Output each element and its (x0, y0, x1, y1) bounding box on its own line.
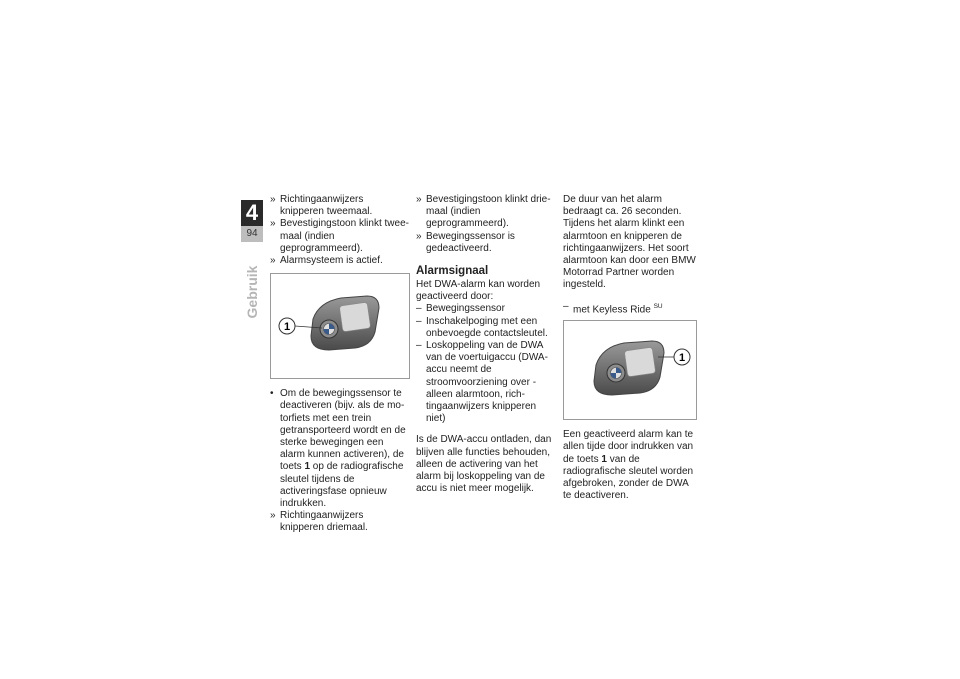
section-label (238, 252, 266, 332)
dash-item: – Inschakelpoging met een onbevoegde contactsleutel. (416, 315, 548, 339)
callout-label: 1 (678, 352, 686, 365)
chapter-number: 4 (241, 200, 263, 226)
list-item: » Alarmsysteem is actief. (270, 255, 383, 267)
key-fob-illustration (271, 274, 409, 378)
body-paragraph: Een geactiveerd alarm kan te allen tijde door indrukken van de toets 1 van de radiografische sleutel worden afgebroken, zonder de DWA te deactiveren. (563, 429, 694, 502)
option-superscript: SU (653, 302, 663, 310)
section-label-text: Gebruik (244, 265, 260, 319)
list-item: » Bevestigingstoon klinkt tweemaal (indien geprogrammeerd). (270, 218, 409, 254)
list-item: » Richtingaanwijzers knipperen tweemaal. (270, 194, 373, 218)
column-1 (270, 194, 410, 535)
column-2 (416, 194, 554, 495)
dash-item: – Bewegingssensor (416, 303, 505, 315)
bullet-item: • Om de bewegingssensor te deactiveren (bijv. als de motorfiets met een trein getransporteerd wordt en de sterke bewegingen een alarm kunnen activeren), de toets 1 op de radiografische sleutel tijdens de activeringsfase opnieuw indrukken. (270, 388, 406, 510)
section-heading: Alarmsignaal (416, 265, 489, 278)
dash-item: – met Keyless Ride $^{SU}$ (563, 300, 663, 315)
column-3 (563, 194, 698, 502)
intro-text: Het DWA-alarm kan worden geactiveerd door: (416, 279, 541, 303)
key-fob-illustration (564, 321, 696, 419)
dash-item: – Loskoppeling van de DWA van de voertuigaccu (DWA-accu neemt de stroomvoorziening over - alleen alarmtoon, richtingaanwijzers knipperen niet) (416, 340, 548, 425)
callout-label: 1 (283, 321, 291, 334)
key-fob-figure-1 (270, 273, 410, 379)
key-reference: 1 (304, 461, 311, 473)
key-fob-figure-2 (563, 320, 697, 420)
body-paragraph: De duur van het alarm bedraagt ca. 26 seconden. Tijdens het alarm klinkt een alarmtoon en knipperen de richtingaanwijzers. Het soort alarmtoon kan door een BMW Motorrad Partner worden ingesteld. (563, 194, 696, 291)
body-paragraph: Is de DWA-accu ontladen, dan blijven alle functies behouden, alleen de activering van het alarm bij loskoppeling van de accu is niet meer mogelijk. (416, 434, 552, 495)
list-item: » Richtingaanwijzers knipperen driemaal. (270, 510, 368, 534)
page-number: 94 (241, 226, 263, 242)
list-item: » Bewegingssensor is gedeactiveerd. (416, 230, 515, 254)
key-reference: 1 (601, 453, 607, 465)
list-item: » Bevestigingstoon klinkt driemaal (indien geprogrammeerd). (416, 194, 551, 230)
